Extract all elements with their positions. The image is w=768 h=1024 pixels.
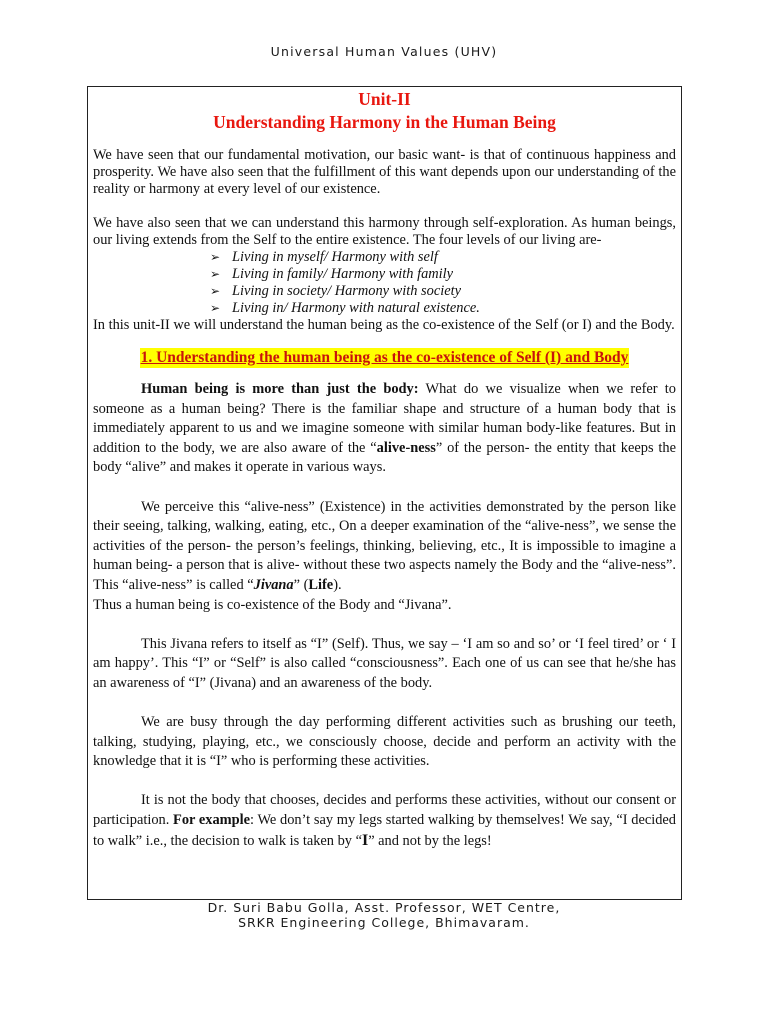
body-paragraph-2: We perceive this “alive-ness” (Existence) in the activities demonstrated by the person like their seeing, talking, walking, eating, etc., On a deeper examination of the “alive-ness”, we sense the activities of the person- the person’s feelings, thinking, believing, etc., It is impossible to imagine a human being- a person that is alive- without these two aspects namely the Body and the “alive-ness”. This “alive-ness” is called “Jivana” (Life). [93, 498, 676, 593]
intro-paragraph-3: In this unit-II we will understand the human being as the co-existence of the Self (or I) and the Body. [93, 317, 675, 333]
big-i: I [361, 831, 369, 849]
unit-label: Unit-II [358, 89, 411, 109]
intro-paragraph-2: We have also seen that we can understand this harmony through self-exploration. As human beings, our living extends from the Self to the entire existence. The four levels of our living are- [93, 215, 676, 248]
arrow-bullet-icon: ➢ [210, 267, 221, 281]
running-header: Universal Human Values (UHV) [270, 44, 498, 59]
list-item: ➢ Living in myself/ Harmony with self [210, 249, 438, 265]
body-paragraph-3: This Jivana refers to itself as “I” (Self). Thus, we say – ‘I am so and so’ or ‘I feel tired’ or ‘ I am happy’. This “I” or “Self” is also called “consciousness”. Each one of us can see that he/she has an awareness of “I” (Jivana) and an awareness of the body. [93, 635, 676, 691]
section-heading: 1. Understanding the human being as the co-existence of Self (I) and Body [140, 349, 629, 366]
body-paragraph-1: Human being is more than just the body: What do we visualize when we refer to someone as a human being? There is the familiar shape and structure of a human body that is immediately apparent to us and we imagine someone with similar human body-like features. But in addition to the body, we are also aware of the “alive-ness” of the person- the entity that keeps the body “alive” and makes it operate in various ways. [93, 381, 676, 476]
body-paragraph-5: It is not the body that chooses, decides and performs these activities, without our consent or participation. For example: We don’t say my legs started walking by themselves! We say, “I decided to walk” i.e., the decision to walk is taken by “I” and not by the legs! [93, 792, 676, 849]
list-item: ➢ Living in society/ Harmony with society [210, 283, 462, 299]
page-footer [0, 900, 768, 930]
footer-college-line: SRKR Engineering College, Bhimavaram. [238, 915, 530, 930]
list-item: ➢ Living in family/ Harmony with family [210, 266, 454, 282]
levels-of-living-list [93, 249, 676, 317]
list-item: ➢ Living in/ Harmony with natural existence. [210, 300, 480, 316]
body-paragraph-4: We are busy through the day performing different activities such as brushing our teeth, talking, studying, playing, etc., we consciously choose, decide and perform an activity with the knowledge that it is “I” who is performing these activities. [93, 714, 676, 770]
page-content [93, 86, 676, 851]
body-paragraph-2-conclusion: Thus a human being is co-existence of the Body and “Jivana”. [93, 596, 452, 613]
jivana-term: Jivana [253, 576, 294, 593]
intro-paragraph-1: We have seen that our fundamental motivation, our basic want- is that of continuous happiness and prosperity. We have also seen that the fulfillment of this want depends upon our understanding of the reality or harmony at every level of our existence. [93, 147, 676, 197]
arrow-bullet-icon: ➢ [210, 284, 221, 298]
life-term: Life [308, 576, 334, 593]
bold-lead: Human being is more than just the body: [141, 381, 419, 397]
arrow-bullet-icon: ➢ [210, 301, 221, 315]
arrow-bullet-icon: ➢ [210, 250, 221, 264]
example-label: For example [173, 812, 251, 829]
footer-author-line: Dr. Suri Babu Golla, Asst. Professor, WET Centre, [207, 900, 561, 915]
unit-title: Understanding Harmony in the Human Being [213, 112, 556, 132]
bold-term: alive-ness [376, 439, 436, 456]
